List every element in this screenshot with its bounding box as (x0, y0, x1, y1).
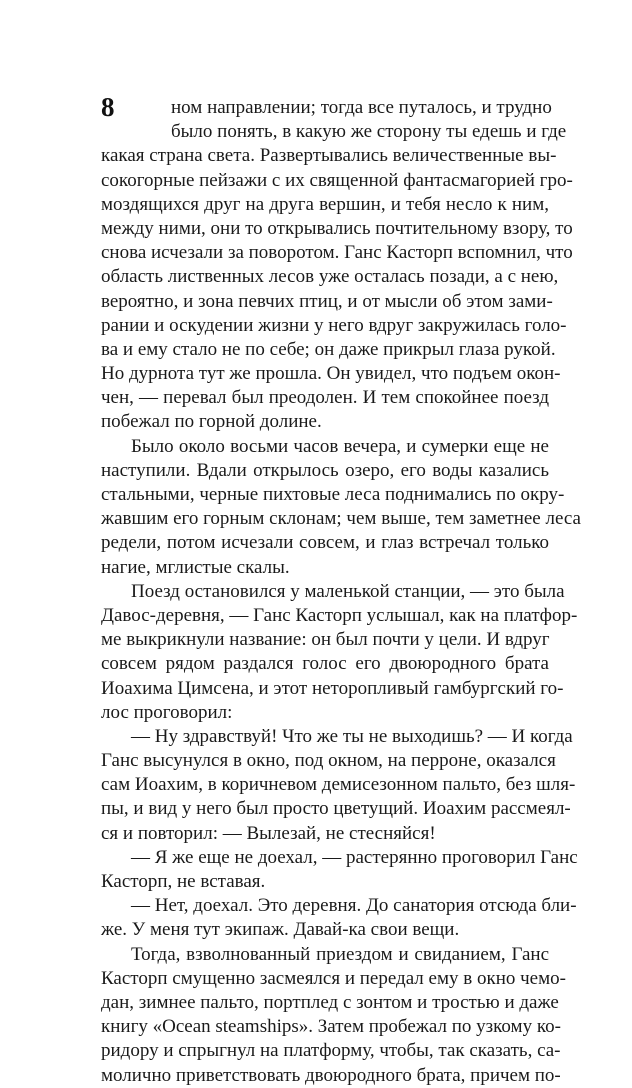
text-line: Было около восьми часов вечера, и сумерки еще не (131, 435, 549, 457)
text-line: вероятно, и зона певчих птиц, и от мысли об этом зами- (101, 290, 553, 312)
text-line: сам Иоахим, в коричневом демисезонном пальто, без шля- (101, 774, 576, 796)
text-line: стальными, черные пихтовые леса поднимались по окру- (101, 484, 565, 505)
text-line: совсем рядом раздался голос его двоюродного брата (101, 653, 549, 675)
text-line: рании и оскудении жизни у него вдруг закружилась голо- (101, 314, 567, 336)
text-line: ридору и спрыгнул на платформу, чтобы, так сказать, са- (101, 1040, 561, 1062)
text-line: Ганс высунулся в окно, под окном, на перроне, оказался (101, 750, 556, 772)
text-line: лос проговорил: (101, 701, 233, 723)
text-line: жавшим его горным склонам; чем выше, тем заметнее леса (101, 508, 581, 530)
text-line: Поезд остановился у маленькой станции, — это была (131, 580, 565, 602)
text-line: ме выкрикнули название: он был почти у цели. И вдруг (101, 629, 550, 651)
text-line: сокогорные пейзажи с их священной фантасмагорией гро- (101, 169, 573, 191)
text-line: Иоахима Цимсена, и этот неторопливый гамбургский го- (101, 677, 564, 699)
text-line: ном направлении; тогда все путалось, и трудно (171, 97, 552, 118)
text-line: ся и повторил: — Вылезай, не стесняйся! (101, 822, 436, 844)
text-line: чен, — перевал был преодолен. И тем спокойнее поезд (101, 387, 549, 409)
text-line: побежал по горной долине. (101, 411, 322, 433)
text-line: моздящихся друг на друга вершин, и тебя несло к ним, (101, 193, 549, 215)
text-line: Давос-деревня, — Ганс Касторп услышал, как на платфор- (101, 604, 578, 626)
text-line: ва и ему стало не по себе; он даже прикрыл глаза рукой. (101, 338, 556, 360)
text-line: наступили. Вдали открылось озеро, его воды казались (101, 459, 549, 481)
text-line: Но дурнота тут же прошла. Он увидел, что подъем окон- (101, 363, 561, 385)
text-line: книгу «Ocean steamships». Затем пробежал по узкому ко- (101, 1016, 561, 1038)
text-line: между ними, они то открывались почтительному взору, то (101, 217, 573, 239)
text-line: снова исчезали за поворотом. Ганс Касторп вспомнил, что (101, 242, 573, 264)
body-text (101, 96, 581, 1088)
text-line: — Нет, доехал. Это деревня. До санатория отсюда бли- (131, 895, 577, 917)
text-line: какая страна света. Развертывались величественные вы- (101, 145, 557, 167)
text-line: нагие, мглистые скалы. (101, 556, 290, 578)
text-line: молично приветствовать двоюродного брата, причем по- (101, 1064, 561, 1086)
page-number: 8 (101, 92, 115, 122)
text-line: Касторп, не вставая. (101, 871, 266, 892)
text-line: пы, и вид у него был просто цветущий. Иоахим рассмеял- (101, 798, 571, 820)
text-line: область лиственных лесов уже осталась позади, а с нею, (101, 266, 559, 288)
text-line: — Ну здравствуй! Что же ты не выходишь? — И когда (131, 725, 573, 747)
text-line: было понять, в какую же сторону ты едешь и где (171, 121, 567, 143)
text-line: Касторп смущенно засмеялся и передал ему в окно чемо- (101, 967, 566, 989)
text-line: дан, зимнее пальто, портплед с зонтом и тростью и даже (101, 991, 559, 1013)
text-line: редели, потом исчезали совсем, и глаз встречал только (101, 532, 549, 554)
text-line: же. У меня тут экипаж. Давай-ка свои вещи. (101, 919, 460, 941)
text-line: Тогда, взволнованный приездом и свиданием, Ганс (131, 943, 549, 965)
text-line: — Я же еще не доехал, — растерянно проговорил Ганс (131, 846, 578, 868)
